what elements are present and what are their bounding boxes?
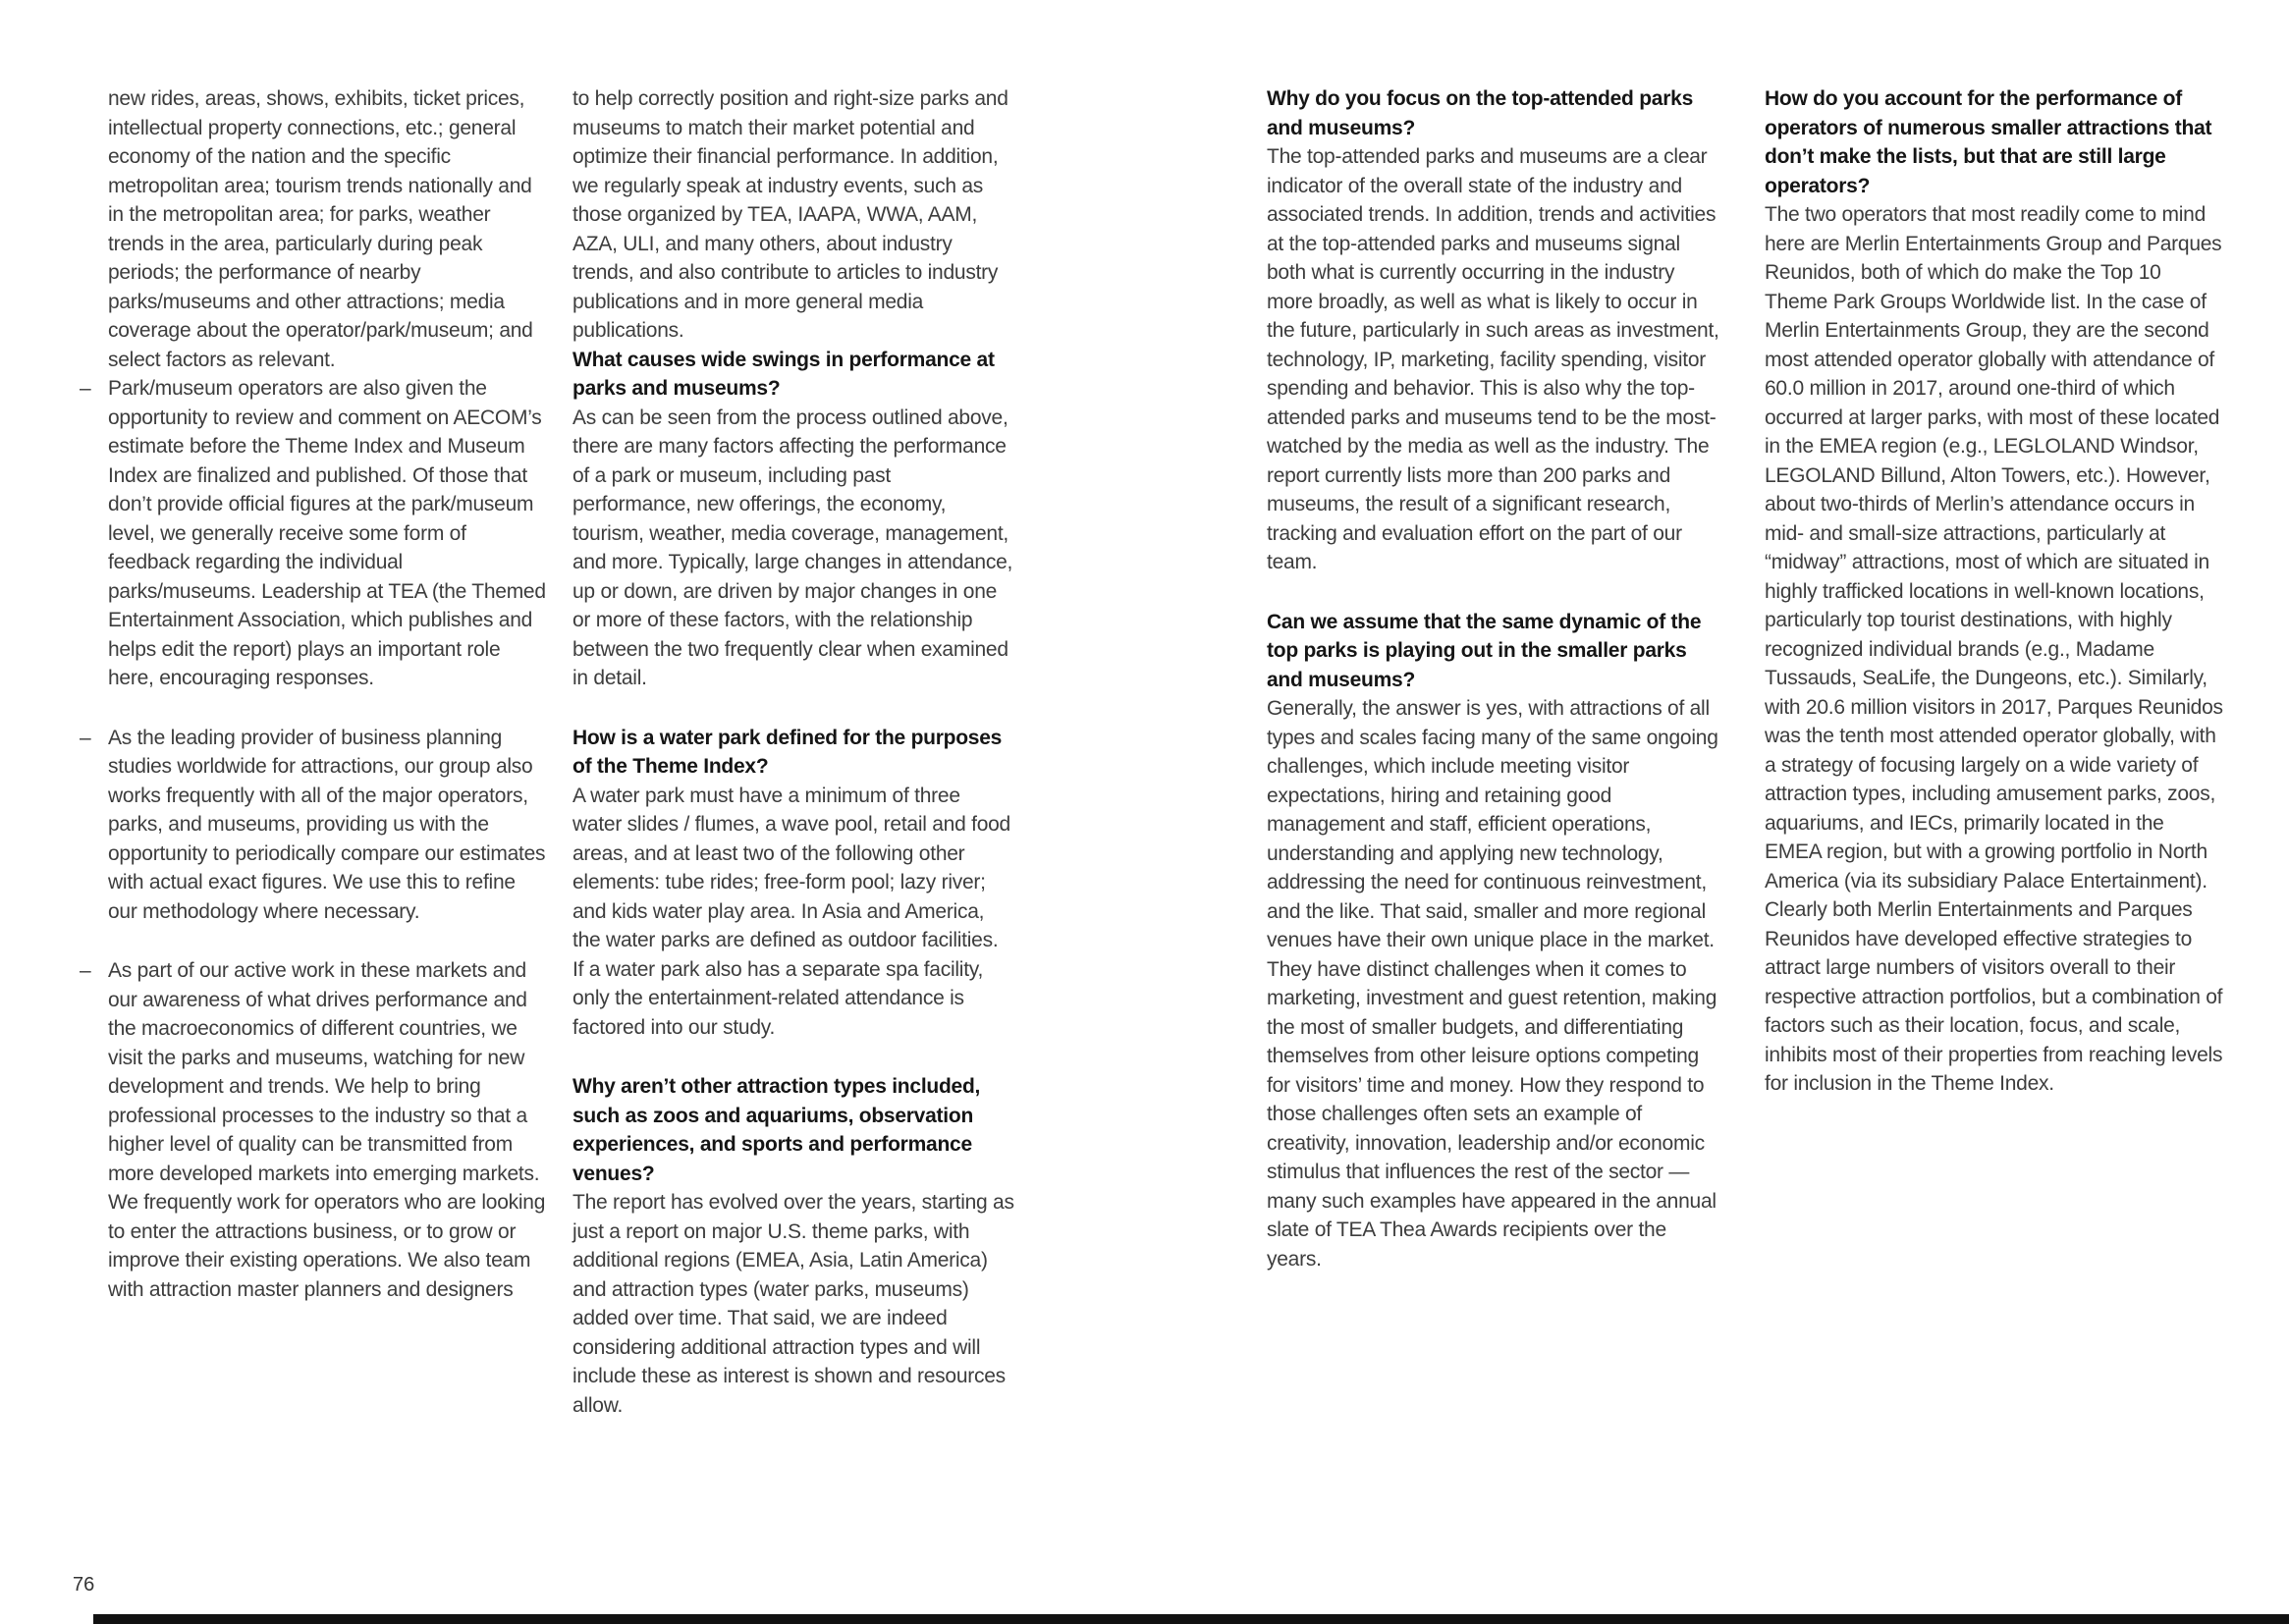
qa-section [1267, 608, 1720, 1274]
answer-paragraph: Generally, the answer is yes, with attractions of all types and scales facing many of the same ongoing challenges, which include meeting visitor expectations, hiring and retaining good management and staff, efficient operations, understanding and applying new technology, addressing the need for continuous reinvestment, and the like. That said, smaller and more regional venues have their own unique place in the market. They have distinct challenges when it comes to marketing, investment and guest retention, making the most of smaller budgets, and differentiating themselves from other leisure options competing for visitors’ time and money. How they respond to those challenges often sets an example of creativity, innovation, leadership and/or economic stimulus that influences the rest of the sector — many such examples have appeared in the annual slate of TEA Thea Awards recipients over the years. [1267, 697, 1718, 1271]
bullet-item [80, 724, 546, 927]
answer-paragraph: A water park must have a minimum of three water slides / flumes, a wave pool, retail and food areas, and at least two of the following other elements: tube rides; free-form pool; lazy river; and kids water play area. In Asia and America, the water parks are defined as outdoor facilities. If a water park also has a separate spa facility, only the entertainment-related attendance is factored into our study. [572, 784, 1010, 1039]
bullet-text: As the leading provider of business planning studies worldwide for attractions, our group also works frequently with all of the major operators, parks, and museums, providing us with the opportunity to periodically compare our estimates with actual exact figures. We use this to refine our methodology where necessary. [108, 726, 546, 923]
question-heading: How is a water park defined for the purposes of the Theme Index? [572, 726, 1003, 778]
answer-paragraph: As can be seen from the process outlined above, there are many factors affecting the performance of a park or museum, including past performance, new offerings, the economy, tourism, weather, media coverage, management, and more. Typically, large changes in attendance, up or down, are driven by major changes in one or more of these factors, with the relationship between the two frequently clear when examined in detail. [572, 406, 1013, 689]
footer-rule [93, 1614, 2289, 1624]
column-1 [80, 84, 546, 1334]
answer-paragraph: The top-attended parks and museums are a clear indicator of the overall state of the industry and associated trends. In addition, trends and activities at the top-attended parks and museums signal both what is currently occurring in the industry more broadly, as well as what is likely to occur in the future, particularly in such areas as investment, technology, IP, marketing, facility spending, visitor spending and behavior. This is also why the top-attended parks and museums tend to be the most-watched by the media as well as the industry. The report currently lists more than 200 parks and museums, the result of a significant research, tracking and evaluation effort on the part of our team. [1267, 145, 1719, 573]
bullet-dash: – [80, 726, 91, 749]
qa-section [1765, 84, 2224, 1099]
continuation-paragraph: to help correctly position and right-size parks and museums to match their market potential and optimize their financial performance. In addition, we regularly speak at industry events, such as those organized by TEA, IAAPA, WWA, AAM, AZA, ULI, and many others, about industry trends, and also contribute to articles to industry publications and in more general media publications. [572, 87, 1008, 342]
qa-section [572, 346, 1014, 693]
column-4 [1765, 84, 2224, 1129]
qa-section [572, 724, 1014, 1043]
column-3 [1267, 84, 1720, 1304]
bullet-text: As part of our active work in these markets and our awareness of what drives performance and the macroeconomics of different countries, we visit the parks and museums, watching for new development and trends. We help to bring professional processes to the industry so that a higher level of quality can be transmitted from more developed markets into emerging markets. We frequently work for operators who are looking to enter the attractions business, or to grow or improve their existing operations. We also team with attraction master planners and designers [108, 959, 546, 1301]
continuation-paragraph: new rides, areas, shows, exhibits, ticket prices, intellectual property connections, etc.; general economy of the nation and the specific metropolitan area; tourism trends nationally and in the metropolitan area; for parks, weather trends in the area, particularly during peak periods; the performance of nearby parks/museums and other attractions; media coverage about the operator/park/museum; and select factors as relevant. [108, 87, 533, 371]
qa-section [572, 1072, 1014, 1420]
page-number: 76 [73, 1574, 95, 1596]
column-2 [572, 84, 1014, 1450]
question-heading: Can we assume that the same dynamic of the top parks is playing out in the smaller parks and museums? [1267, 610, 1702, 691]
question-heading: Why aren’t other attraction types included, such as zoos and aquariums, observation experiences, and sports and performance venues? [572, 1075, 981, 1185]
bullet-dash: – [80, 377, 91, 400]
qa-section [1267, 84, 1720, 577]
question-heading: Why do you focus on the top-attended parks and museums? [1267, 87, 1694, 139]
bullet-item [80, 956, 546, 1304]
bullet-item [80, 374, 546, 693]
answer-paragraph: The report has evolved over the years, starting as just a report on major U.S. theme parks, with additional regions (EMEA, Asia, Latin America) and attraction types (water parks, museums) added over time. That said, we are indeed considering additional attraction types and will include these as interest is shown and resources allow. [572, 1191, 1014, 1417]
bullet-text: Park/museum operators are also given the opportunity to review and comment on AECOM’s estimate before the Theme Index and Museum Index are finalized and published. Of those that don’t provide official figures at the park/museum level, we generally receive some form of feedback regarding the individual parks/museums. Leadership at TEA (the Themed Entertainment Association, which publishes and helps edit the report) plays an important role here, encouraging responses. [108, 377, 546, 689]
question-heading: How do you account for the performance of operators of numerous smaller attractions that don’t make the lists, but that are still large operators? [1765, 87, 2212, 197]
bullet-dash: – [80, 959, 91, 982]
question-heading: What causes wide swings in performance at parks and museums? [572, 348, 995, 400]
answer-paragraph: The two operators that most readily come to mind here are Merlin Entertainments Group and Parques Reunidos, both of which do make the Top 10 Theme Park Groups Worldwide list. In the case of Merlin Entertainments Group, they are the second most attended operator globally with attendance of 60.0 million in 2017, around one-third of which occurred at larger parks, with most of these located in the EMEA region (e.g., LEGLOLAND Windsor, LEGOLAND Billund, Alton Towers, etc.). However, about two-thirds of Merlin’s attendance occurs in mid- and small-size attractions, particularly at “midway” attractions, most of which are situated in highly trafficked locations in well-known locations, particularly top tourist destinations, with highly recognized individual brands (e.g., Madame Tussauds, SeaLife, the Dungeons, etc.). Similarly, with 20.6 million visitors in 2017, Parques Reunidos was the tenth most attended operator globally, with a strategy of focusing largely on a wide variety of attraction types, including amusement parks, zoos, aquariums, and IECs, primarily located in the EMEA region, but with a growing portfolio in North America (via its subsidiary Palace Entertainment). Clearly both Merlin Entertainments and Parques Reunidos have developed effective strategies to attract large numbers of visitors overall to their respective attraction portfolios, but a combination of factors such as their location, focus, and scale, inhibits most of their properties from reaching levels for inclusion in the Theme Index. [1765, 203, 2223, 1095]
